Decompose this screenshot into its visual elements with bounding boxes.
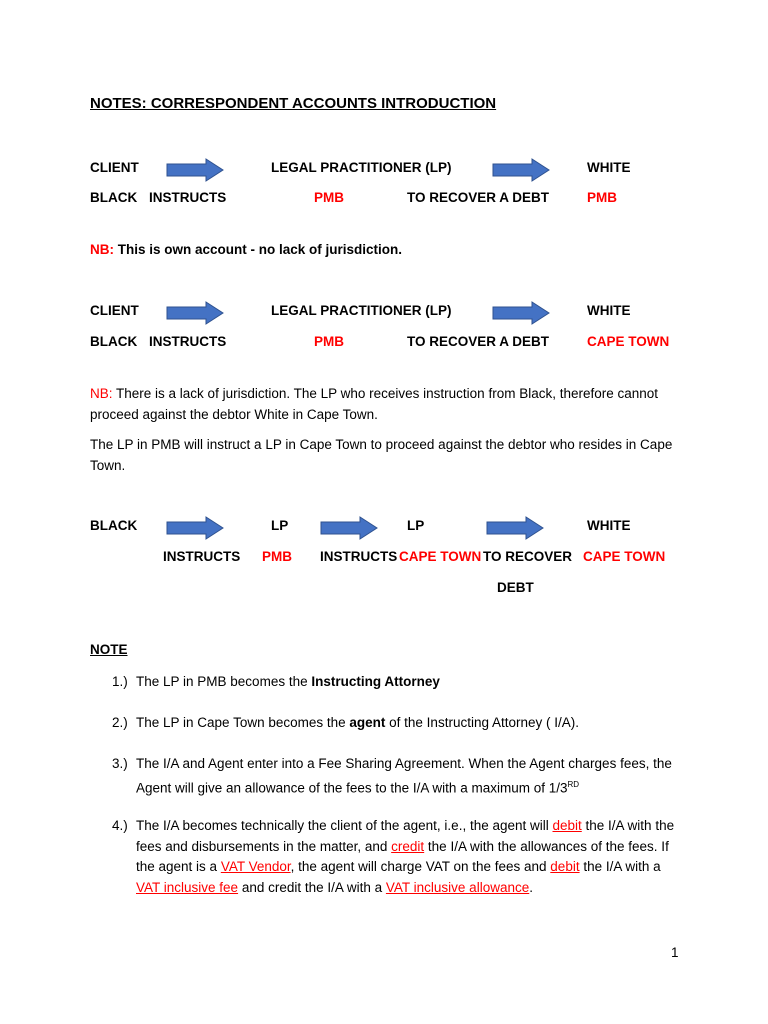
lp-label: LP: [271, 518, 289, 533]
lp-label: LEGAL PRACTITIONER (LP): [271, 303, 452, 318]
list-text: the I/A with a: [579, 859, 661, 874]
list-text: and credit the I/A with a: [238, 879, 386, 895]
list-text: The I/A becomes technically the client of the agent, i.e., the agent will: [136, 818, 553, 833]
superscript: RD: [567, 779, 580, 789]
recover-label: TO RECOVER A DEBT: [407, 334, 550, 349]
instructs-label: INSTRUCTS: [149, 334, 227, 349]
arrow-right-icon: [166, 516, 224, 540]
nb-text: There is a lack of jurisdiction. The LP who receives instruction from Black, therefore cannot proceed against the debtor White in Cape Town.: [90, 386, 659, 422]
list-bold-term: Instructing Attorney: [311, 674, 440, 689]
list-text: The LP in PMB becomes the: [136, 674, 312, 689]
black-label: BLACK: [90, 190, 138, 205]
list-number: 2.): [112, 715, 128, 730]
term-vat-inclusive-allowance: VAT inclusive allowance: [385, 879, 530, 895]
arrow-right-icon: [492, 158, 550, 182]
lp-location: PMB: [314, 190, 344, 205]
white-label: WHITE: [587, 518, 631, 533]
list-text: the I/A with the allowances of the fees. If the agent is a: [136, 838, 669, 874]
list-text: The LP in Cape Town becomes the: [136, 715, 350, 730]
recover-label: TO RECOVER A DEBT: [407, 190, 550, 205]
instructs-label: INSTRUCTS: [163, 549, 241, 564]
lp-location: PMB: [314, 334, 344, 349]
debtor-location: PMB: [587, 190, 617, 205]
list-text: of the Instructing Attorney ( I/A).: [385, 715, 579, 730]
arrow-right-icon: [166, 158, 224, 182]
list-text: .: [529, 879, 533, 895]
page-number: 1: [671, 945, 679, 960]
debtor-location: CAPE TOWN: [583, 549, 666, 564]
nb-text: This is own account - no lack of jurisdiction.: [114, 242, 403, 257]
arrow-right-icon: [166, 301, 224, 325]
term-credit: credit: [391, 838, 425, 854]
list-number: 1.): [112, 674, 128, 689]
instructs-label: INSTRUCTS: [149, 190, 227, 205]
white-label: WHITE: [587, 160, 631, 175]
debtor-location: CAPE TOWN: [587, 334, 670, 349]
arrow-right-icon: [492, 301, 550, 325]
list-text: the I/A with the fees and disbursements in the matter, and: [136, 818, 675, 854]
debt-label: DEBT: [497, 580, 534, 595]
note-heading: NOTE: [90, 642, 128, 657]
page-title: NOTES: CORRESPONDENT ACCOUNTS INTRODUCTION: [90, 95, 497, 112]
list-text: , the agent will charge VAT on the fees and: [290, 859, 551, 874]
black-label: BLACK: [90, 518, 138, 533]
black-label: BLACK: [90, 334, 138, 349]
term-vat-vendor: VAT Vendor: [220, 859, 291, 874]
term-vat-inclusive-fee: VAT inclusive fee: [136, 879, 239, 895]
instructs-label: INSTRUCTS: [320, 549, 398, 564]
nb-note: [90, 384, 680, 425]
body-paragraph: The LP in PMB will instruct a LP in Cape Town to proceed against the debtor who resides in Cape Town.: [90, 437, 673, 473]
term-debit: debit: [552, 818, 582, 833]
recover-label: TO RECOVER: [483, 549, 573, 564]
lp-location: PMB: [262, 549, 292, 564]
nb-label: NB:: [90, 242, 114, 257]
nb-label: NB:: [90, 386, 113, 401]
arrow-right-icon: [320, 516, 378, 540]
lp-label: LEGAL PRACTITIONER (LP): [271, 160, 452, 175]
list-number: 4.): [112, 818, 128, 833]
list-text: The I/A and Agent enter into a Fee Sharing Agreement. When the Agent charges fees, the Agent will give an allowance of the fees to the I/A with a maximum of 1/3: [136, 756, 672, 795]
agent-location: CAPE TOWN: [399, 549, 482, 564]
lp-label: LP: [407, 518, 425, 533]
term-debit: debit: [550, 859, 580, 874]
client-label: CLIENT: [90, 303, 139, 318]
client-label: CLIENT: [90, 160, 139, 175]
white-label: WHITE: [587, 303, 631, 318]
list-bold-term: agent: [349, 715, 386, 730]
arrow-right-icon: [486, 516, 544, 540]
nb-note: [90, 242, 402, 257]
list-number: 3.): [112, 756, 128, 771]
